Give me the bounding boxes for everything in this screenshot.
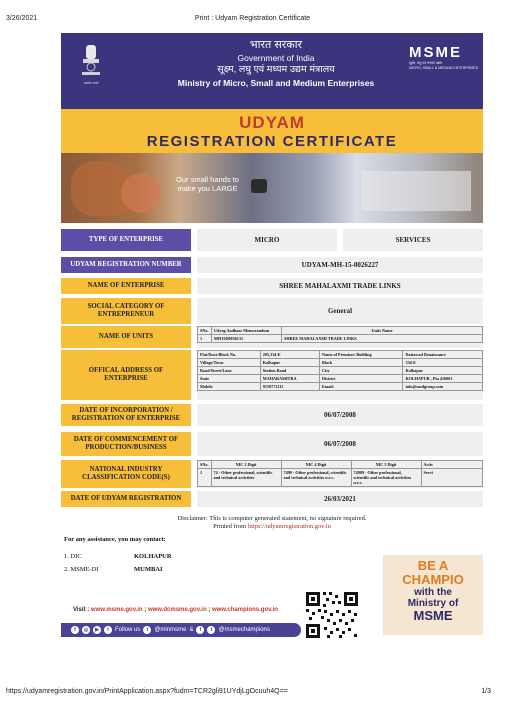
udyam-portal-link[interactable]: https://udyamregistration.gov.in — [247, 523, 331, 530]
visit-sep-2: ; — [206, 607, 212, 613]
photo-artisan-detail — [121, 173, 161, 213]
addr-v9: 9158772111 — [260, 383, 319, 391]
photo-office — [361, 171, 471, 211]
addr-k6: City — [320, 367, 403, 375]
nic-c-2: 74 - Other professional, scientific and technical activities — [211, 469, 281, 487]
printed-from — [61, 523, 483, 531]
nic-h-4: NIC 4 Digit — [281, 461, 351, 469]
incorp-value: 06/07/2008 — [197, 404, 483, 426]
government-of-india: Government of India — [237, 53, 315, 63]
addr-v3: Kolhapur — [260, 359, 319, 367]
nic-c-5: 74909 - Other professional, scientific and technical activities n.e.c. — [351, 469, 421, 487]
addr-k1: Flat/Door/Block No. — [198, 351, 261, 359]
twitter-icon[interactable]: t — [143, 626, 151, 634]
qr-code-icon — [303, 589, 361, 641]
instagram-icon[interactable]: ◎ — [83, 627, 89, 633]
nic-c-4: 7490 - Other professional, scientific and technical activities n.e.c. — [281, 469, 351, 487]
facebook-icon[interactable]: f — [71, 626, 79, 634]
printed-from-label: Printed from — [213, 523, 247, 530]
twitter-icon[interactable]: t — [104, 626, 112, 634]
name-value: SHREE MAHALAXMI TRADE LINKS — [197, 278, 483, 294]
certificate — [61, 33, 483, 641]
units-c-sno: 1 — [198, 335, 212, 343]
nic-c-sno: 1 — [198, 469, 212, 487]
row-commencement — [61, 432, 483, 456]
print-url: https://udyamregistration.gov.in/PrintApplication.aspx?fudm=TCR2gli91UYdjLgOcuuh4Q== — [6, 688, 288, 695]
emblem-caption: सत्यमेव जयते — [83, 81, 99, 85]
government-banner — [61, 33, 483, 109]
addr-k10: Email: — [320, 383, 403, 391]
champion-line-5: MSME — [413, 608, 453, 623]
follow-us: Follow us — [115, 627, 141, 633]
print-header — [6, 15, 499, 25]
addr-v8: KOLHAPUR , Pin 416001 — [403, 375, 483, 383]
msme-logo-text: MSME — [409, 44, 462, 61]
row-incorporation — [61, 404, 483, 426]
udyam-value: UDYAM-MH-15-0026227 — [197, 257, 483, 273]
addr-v4: 334-E — [403, 359, 483, 367]
addr-v2: Dattawad Renaissance — [403, 351, 483, 359]
contact-key: 1. DIC — [64, 553, 82, 560]
units-label: NAME OF UNITS — [61, 326, 191, 348]
social-bar — [61, 623, 301, 637]
twitter-icon[interactable]: t — [207, 626, 215, 634]
addr-k4: Block — [320, 359, 403, 367]
assistance-heading: For any assistance, you may contact: — [64, 536, 166, 543]
row-type-of-enterprise — [61, 229, 483, 251]
addr-v6: Kolhapur — [403, 367, 483, 375]
reg-value: 26/03/2021 — [197, 491, 483, 507]
row-nic — [61, 460, 483, 488]
address-label: OFFICAL ADDRESS OF ENTERPRISE — [61, 350, 191, 400]
social-label: SOCIAL CATEGORY OF ENTREPRENEUR — [61, 298, 191, 324]
addr-v1: 205,334-E — [260, 351, 319, 359]
msme-link[interactable]: www.msme.gov.in — [90, 607, 143, 613]
champions-link[interactable]: www.champions.gov.in — [211, 607, 278, 613]
print-footer — [6, 688, 491, 695]
commence-value: 06/07/2008 — [197, 432, 483, 456]
nic-h-5: NIC 5 Digit — [351, 461, 421, 469]
addr-k9: Mobile — [198, 383, 261, 391]
national-emblem-icon — [78, 43, 104, 79]
champion-line-2: CHAMPIO — [402, 572, 464, 587]
slogan-line-1: Our small hands to — [176, 175, 239, 184]
addr-k8: District — [320, 375, 403, 383]
title-registration-certificate: REGISTRATION CERTIFICATE — [146, 133, 398, 150]
incorp-label: DATE OF INCORPORATION / REGISTRATION OF ENTERPRISE — [61, 404, 191, 426]
champion-line-3: with the — [414, 587, 452, 598]
hindi-government: भारत सरकार — [249, 39, 303, 51]
row-udyam-number — [61, 257, 483, 273]
page-number: 1/3 — [481, 688, 491, 695]
social-value: General — [197, 298, 483, 324]
addr-v10: info@smtlgroup.com — [403, 383, 483, 391]
row-address — [61, 350, 483, 400]
reg-label: DATE OF UDYAM REGISTRATION — [61, 491, 191, 507]
addr-k7: State — [198, 375, 261, 383]
addr-v7: MAHARASHTRA — [260, 375, 319, 383]
units-table — [197, 326, 483, 348]
champion-line-4: Ministry of — [407, 598, 459, 609]
visit-links — [73, 607, 278, 613]
msme-logo — [409, 45, 479, 69]
megaphone-icon — [251, 179, 267, 193]
address-table — [197, 350, 483, 400]
addr-k2: Name of Premises/ Building — [320, 351, 403, 359]
disclaimer — [61, 515, 483, 531]
units-c-name: SHREE MAHALAXMI TRADE LINKS — [282, 335, 483, 343]
handle-minmsme: @minmsme — [154, 627, 187, 633]
contact-value: MUMBAI — [134, 566, 163, 573]
row-udyam-reg-date — [61, 491, 483, 507]
photo-slogan — [176, 175, 239, 193]
nic-c-activity: Servi — [421, 469, 483, 487]
name-label: NAME OF ENTERPRISE — [61, 278, 191, 294]
type-values — [197, 229, 483, 251]
addr-k5: Road/Street/Lane — [198, 367, 261, 375]
contact-key: 2. MSME-DI — [64, 566, 99, 573]
visit-sep-1: ; — [142, 607, 148, 613]
commence-label: DATE OF COMMENCEMENT OF PRODUCTION/BUSINESS — [61, 432, 191, 456]
addr-k3: Village/Town — [198, 359, 261, 367]
units-h-sno: SNo. — [198, 327, 212, 335]
udyam-label: UDYAM REGISTRATION NUMBER — [61, 257, 191, 273]
msme-logo-hindi: सूक्ष्म, लघु एवं मध्यम उद्यम — [409, 61, 442, 65]
type-value-micro: MICRO — [197, 229, 337, 251]
visit-label: Visit : — [73, 607, 91, 613]
nic-h-2: NIC 2 Digit — [211, 461, 281, 469]
champion-line-1: BE A — [417, 558, 449, 573]
title-udyam: UDYAM — [239, 113, 305, 132]
type-value-services: SERVICES — [343, 229, 483, 251]
row-social-category — [61, 298, 483, 324]
type-label: TYPE OF ENTERPRISE — [61, 229, 191, 251]
nic-label: NATIONAL INDUSTRY CLASSIFICATION CODE(S) — [61, 460, 191, 488]
certificate-title — [61, 109, 483, 153]
ampersand: & — [189, 627, 194, 633]
slogan-line-2: make you LARGE — [177, 184, 238, 193]
ministry-name: Ministry of Micro, Small and Medium Enterprises — [177, 78, 375, 88]
nic-h-activity: Activ — [421, 461, 483, 469]
champion-banner — [383, 555, 483, 635]
contact-value: KOLHAPUR — [134, 553, 172, 560]
handle-msmechampions: @msmechampions — [218, 627, 270, 633]
youtube-icon[interactable]: ▶ — [93, 626, 101, 634]
photo-strip — [61, 153, 483, 223]
nic-table — [197, 460, 483, 488]
row-units — [61, 326, 483, 348]
print-title: Print : Udyam Registration Certificate — [194, 15, 311, 22]
dcmsme-link[interactable]: www.dcmsme.gov.in — [147, 607, 207, 613]
print-date: 3/26/2021 — [6, 15, 38, 22]
nic-h-sno: SNo. — [198, 461, 212, 469]
hindi-ministry: सूक्ष्म, लघु एवं मध्यम उद्यम मंत्रालय — [217, 64, 335, 75]
row-name-of-enterprise — [61, 278, 483, 294]
addr-v5: Station Road — [260, 367, 319, 375]
units-h-uam: Udyog Aadhaar Memorandum — [212, 327, 282, 335]
units-c-uam: MH15D0036131 — [212, 335, 282, 343]
msme-logo-sub: MICRO, SMALL & MEDIUM ENTERPRISES — [409, 66, 479, 70]
facebook-icon[interactable]: f — [196, 626, 204, 634]
units-h-name: Units Name — [282, 327, 483, 335]
ministry-heading — [161, 39, 391, 90]
disclaimer-text: Disclaimer: This is computer generated statement, no signature required. — [177, 515, 367, 522]
